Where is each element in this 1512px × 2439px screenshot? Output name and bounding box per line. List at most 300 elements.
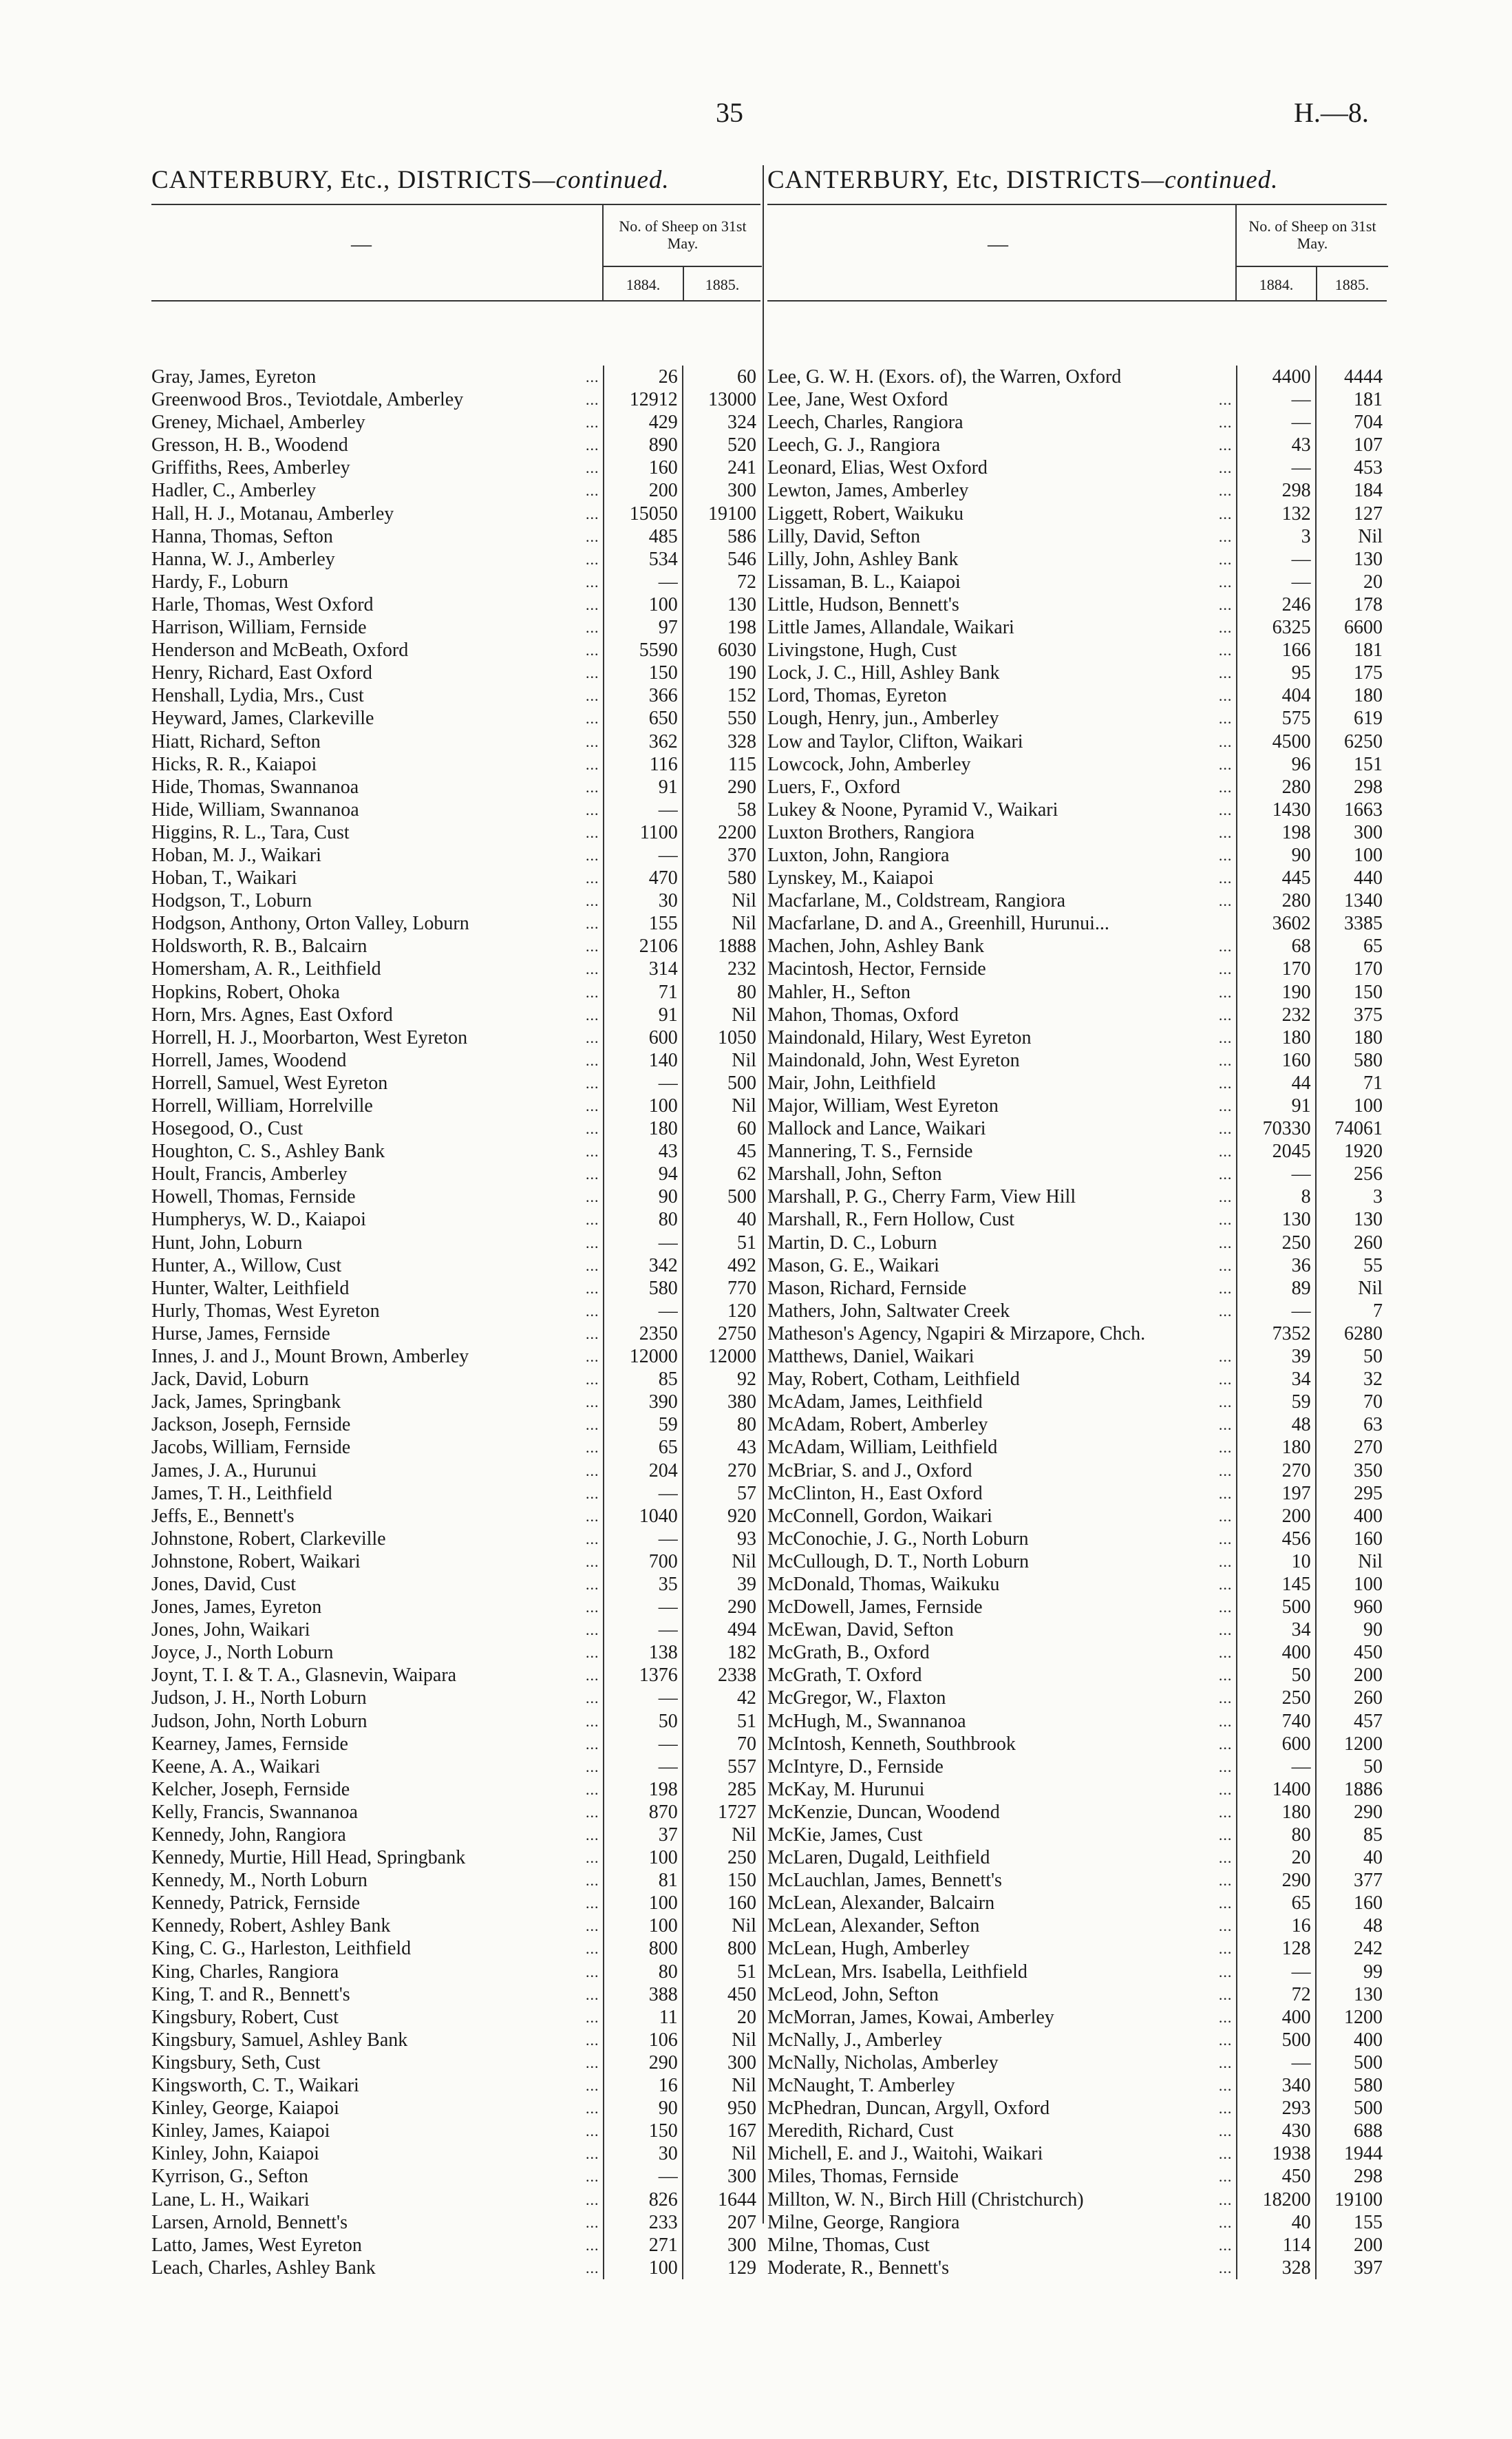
table-row [151,1277,760,1300]
leader-dots: ... [585,1667,599,1685]
leader-dots: ... [1218,1552,1233,1570]
sheep-count-1885: 13000 [682,388,760,411]
farmer-name: Gresson, H. B., Woodend [151,434,348,456]
farmer-name: Larsen, Arnold, Bennett's [151,2211,348,2233]
farmer-name: Machen, John, Ashley Bank [767,936,984,958]
leader-dots: ... [585,482,599,500]
leader-dots: ... [585,1051,599,1069]
sheep-count-1885: 3 [1315,1185,1387,1208]
sheep-count-1885: 51 [682,1232,760,1254]
leader-dots [1205,1322,1237,1345]
table-row [151,730,760,753]
sheep-count-1885: 80 [682,981,760,1004]
farmer-name: King, C. G., Harleston, Leithfield [151,1938,412,1960]
sheep-count-1884: 600 [1236,1733,1314,1755]
farmer-name: Jones, James, Eyreton [151,1596,322,1618]
farmer-name: Jones, John, Waikari [151,1619,310,1641]
sheep-count-1885: 100 [1315,1095,1387,1117]
sheep-count-1884: 1100 [603,821,681,844]
sheep-count-1884: 150 [603,2120,681,2142]
sheep-count-1884: — [603,571,681,593]
farmer-name: Griffiths, Rees, Amberley [151,457,350,479]
sheep-count-1885: Nil [682,889,760,912]
farmer-name: Macintosh, Hector, Fernside [767,958,986,980]
leader-dots: ... [1218,1803,1233,1821]
farmer-name: McIntyre, D., Fernside [767,1755,944,1777]
leader-dots: ... [1218,1439,1233,1457]
leader-dots: ... [1218,1461,1233,1479]
sheep-count-1884: 198 [603,1778,681,1801]
leader-dots: ... [1218,892,1233,910]
farmer-name: McConnell, Gordon, Waikari [767,1505,992,1527]
farmer-name: Leech, G. J., Rangiora [767,434,941,456]
sheep-count-1884: 1040 [603,1505,681,1528]
sheep-count-1884: 314 [603,958,681,980]
table-row [767,1345,1387,1368]
farmer-name: McKie, James, Cust [767,1824,923,1846]
table-row [767,1573,1387,1596]
farmer-name: Lynskey, M., Kaiapoi [767,867,934,889]
farmer-name: Holdsworth, R. B., Balcairn [151,936,368,958]
leader-dots: ... [585,1279,599,1297]
sheep-count-1885: 175 [1315,662,1387,684]
sheep-count-1884: 430 [1236,2120,1314,2142]
leader-dots: ... [1218,391,1233,409]
table-row [767,1277,1387,1300]
leader-dots: ... [1218,1849,1233,1867]
sheep-count-1884: 85 [603,1368,681,1391]
sheep-count-1884: — [603,1072,681,1095]
sheep-count-1884: 81 [603,1869,681,1892]
table-row [767,1961,1387,1983]
table-row [151,707,760,730]
table-row [151,958,760,980]
sheep-count-1885: Nil [682,2142,760,2165]
sheep-count-1884: — [603,1300,681,1322]
farmer-name: Hiatt, Richard, Sefton [151,730,321,752]
leader-dots: ... [1218,505,1233,522]
table-row [767,1687,1387,1709]
farmer-name: Kinley, George, Kaiapoi [151,2098,339,2120]
leader-dots: ... [585,1598,599,1616]
sheep-count-1884: 280 [1236,776,1314,799]
leader-dots: ... [1218,664,1233,682]
farmer-name: Homersham, A. R., Leithfield [151,958,381,980]
farmer-name: Hunt, John, Loburn [151,1232,303,1254]
sheep-count-1885: 270 [682,1459,760,1482]
leader-dots: ... [585,436,599,454]
leader-dots: ... [1218,2053,1233,2071]
sheep-count-1884: 198 [1236,821,1314,844]
leader-dots: ... [585,1849,599,1867]
sheep-count-1884: 271 [603,2234,681,2257]
table-row [767,2142,1387,2165]
farmer-name: Miles, Thomas, Fernside [767,2166,959,2188]
table-row [767,456,1387,479]
sheep-count-1884: 89 [1236,1277,1314,1300]
table-row [151,1596,760,1618]
sheep-count-1884: 114 [1236,2234,1314,2257]
table-row [151,1983,760,2006]
sheep-count-1884: 870 [603,1801,681,1824]
farmer-name: Jack, David, Loburn [151,1369,309,1391]
sheep-count-1884: 100 [603,593,681,616]
farmer-name: Luxton, John, Rangiora [767,844,950,866]
sheep-count-1884: 390 [603,1391,681,1413]
sheep-count-1885: 6600 [1315,616,1387,639]
sheep-count-1884: 362 [603,730,681,753]
sheep-count-1884: 290 [1236,1869,1314,1892]
sheep-count-1885: 7 [1315,1300,1387,1322]
table-row [151,2097,760,2120]
farmer-name: Horrell, James, Woodend [151,1049,347,1071]
table-row [767,776,1387,799]
table-row [151,1254,760,1277]
sheep-count-1885: 51 [682,1710,760,1733]
farmer-name: Michell, E. and J., Waitohi, Waikari [767,2143,1043,2165]
table-row [151,2188,760,2211]
farmer-name: Mahler, H., Sefton [767,981,911,1003]
leader-dots: ... [585,1985,599,2003]
farmer-name: Livingstone, Hugh, Cust [767,640,957,662]
sheep-count-1885: 300 [682,2165,760,2188]
leader-dots: ... [585,1371,599,1389]
sheep-count-1884: 138 [603,1641,681,1664]
sheep-count-1885: 160 [1315,1528,1387,1550]
sheep-count-1884: 290 [603,2051,681,2074]
table-row [151,1733,760,1755]
leader-dots: ... [585,1348,599,1366]
table-row [151,1095,760,1117]
table-row [767,2006,1387,2029]
leader-dots: ... [1218,732,1233,750]
sheep-count-1884: 400 [1236,1641,1314,1664]
sheep-count-1885: 450 [682,1983,760,2006]
farmer-name: Lord, Thomas, Eyreton [767,685,947,707]
sheep-count-1885: 181 [1315,639,1387,662]
sheep-count-1885: 55 [1315,1254,1387,1277]
farmer-name: Heyward, James, Clarkeville [151,708,374,730]
farmer-name: Hoban, T., Waikari [151,867,297,889]
left-column-title [151,165,760,204]
farmer-name: Milne, Thomas, Cust [767,2234,930,2256]
farmer-name: McGrath, B., Oxford [767,1642,930,1664]
sheep-count-1885: Nil [1315,525,1387,548]
sheep-count-1885: 1888 [682,935,760,958]
sheep-count-1885: 70 [1315,1391,1387,1413]
table-row [151,2142,760,2165]
leader-dots: ... [585,414,599,432]
sheep-count-1884: — [1236,1163,1314,1185]
leader-dots: ... [585,550,599,568]
leader-dots: ... [1218,1234,1233,1252]
sheep-count-1884: — [1236,1961,1314,1983]
leader-dots: ... [1218,1143,1233,1161]
leader-dots: ... [585,1120,599,1138]
leader-dots: ... [585,1803,599,1821]
leader-dots: ... [1218,1097,1233,1115]
farmer-name: McAdam, James, Leithfield [767,1391,983,1413]
sheep-count-1884: 180 [1236,1801,1314,1824]
table-row [767,1436,1387,1459]
table-row [767,2188,1387,2211]
sheep-count-1884: — [603,1596,681,1618]
sheep-count-1885: 960 [1315,1596,1387,1618]
sheep-count-1884: 450 [1236,2165,1314,2188]
table-row [151,935,760,958]
leader-dots: ... [1218,1006,1233,1024]
sheep-count-1884: — [603,844,681,867]
sheep-count-1884: 150 [603,662,681,684]
sheep-count-1884: 155 [603,912,681,935]
farmer-name: Macfarlane, M., Coldstream, Rangiora [767,890,1066,912]
sheep-count-1885: 290 [682,1596,760,1618]
farmer-name: Higgins, R. L., Tara, Cust [151,821,350,843]
leader-dots: ... [585,1028,599,1046]
leader-dots: ... [585,2213,599,2231]
right-title-suffix: —continued. [1141,166,1279,194]
sheep-count-1884: 11 [603,2006,681,2029]
sheep-count-1884: 95 [1236,662,1314,684]
sheep-count-1884: 250 [1236,1232,1314,1254]
leader-dots: ... [1218,1530,1233,1548]
leader-dots: ... [1218,1735,1233,1753]
table-row [151,1482,760,1505]
sheep-count-1885: 90 [1315,1618,1387,1641]
table-row [151,1459,760,1482]
table-row [767,1710,1387,1733]
sheep-count-1885: 1663 [1315,799,1387,821]
sheep-count-1884: 90 [603,1185,681,1208]
sheep-count-1884: 43 [1236,434,1314,456]
sheep-count-1884: 26 [603,366,681,388]
sheep-count-1884: 90 [1236,844,1314,867]
right-group-caption: No. of Sheep on 31st May. [1248,218,1376,252]
farmer-name: Milne, George, Rangiora [767,2211,960,2233]
leader-dots: ... [585,1097,599,1115]
table-row [151,684,760,707]
sheep-count-1885: 300 [682,2051,760,2074]
table-row [767,958,1387,980]
farmer-name: McLean, Mrs. Isabella, Leithfield [767,1961,1027,1983]
farmer-name: McAdam, William, Leithfield [767,1437,998,1459]
leader-dots: ... [1218,1917,1233,1935]
right-year-1884: 1884. [1259,276,1294,293]
leader-dots: ... [1218,1302,1233,1320]
farmer-name: Latto, James, West Eyreton [151,2234,362,2256]
farmer-name: McLaren, Dugald, Leithfield [767,1847,990,1869]
farmer-name: McLean, Hugh, Amberley [767,1938,970,1960]
sheep-count-1884: 50 [603,1710,681,1733]
farmer-name: Leech, Charles, Rangiora [767,412,963,434]
table-row [767,1208,1387,1231]
sheep-count-1885: 182 [682,1641,760,1664]
leader-dots: ... [585,1416,599,1434]
sheep-count-1885: 400 [1315,1505,1387,1528]
farmer-name: Lukey & Noone, Pyramid V., Waikari [767,799,1058,821]
table-row [767,616,1387,639]
table-row [151,1914,760,1937]
table-row [151,1049,760,1072]
table-row [767,366,1387,388]
sheep-count-1885: 270 [1315,1436,1387,1459]
farmer-name: Macfarlane, D. and A., Greenhill, Hurunui... [767,913,1109,935]
leader-dots: ... [585,391,599,409]
left-table-body [151,366,760,2279]
sheep-count-1885: 160 [682,1892,760,1914]
table-row [151,388,760,411]
farmer-name: Lane, L. H., Waikari [151,2188,310,2210]
table-row [767,1482,1387,1505]
farmer-name: McIntosh, Kenneth, Southbrook [767,1733,1016,1755]
sheep-count-1885: 107 [1315,434,1387,456]
leader-dots: ... [585,1552,599,1570]
sheep-count-1885: 80 [682,1413,760,1436]
farmer-name: Low and Taylor, Clifton, Waikari [767,730,1023,752]
sheep-count-1884: 34 [1236,1618,1314,1641]
leader-dots: ... [585,1917,599,1935]
sheep-count-1885: 115 [682,753,760,776]
farmer-name: Lewton, James, Amberley [767,480,969,502]
farmer-name: Gray, James, Eyreton [151,366,317,388]
table-row [767,2165,1387,2188]
leader-dots: ... [585,1302,599,1320]
sheep-count-1885: 198 [682,616,760,639]
left-year-1885: 1885. [705,276,740,293]
sheep-count-1884: 246 [1236,593,1314,616]
leader-dots: ... [1218,1757,1233,1775]
farmer-name: Lock, J. C., Hill, Ashley Bank [767,662,1000,684]
sheep-count-1885: 160 [1315,1892,1387,1914]
table-row [151,593,760,616]
leader-dots: ... [1218,846,1233,864]
leader-dots: ... [585,687,599,705]
farmer-name: Joynt, T. I. & T. A., Glasnevin, Waipara [151,1665,457,1687]
farmer-name: McConochie, J. G., North Loburn [767,1528,1029,1550]
sheep-count-1885: 50 [1315,1345,1387,1368]
sheep-count-1885: 130 [1315,1208,1387,1231]
sheep-count-1885: 180 [1315,1026,1387,1049]
sheep-count-1884: 36 [1236,1254,1314,1277]
farmer-name: Lilly, David, Sefton [767,525,921,547]
sheep-count-1885: 130 [1315,548,1387,571]
farmer-name: Kennedy, Patrick, Fernside [151,1892,360,1914]
farmer-name: Keene, A. A., Waikari [151,1755,321,1777]
leader-dots: ... [1218,1211,1233,1229]
table-row [767,753,1387,776]
farmer-name: Luers, F., Oxford [767,776,900,798]
sheep-count-1884: 35 [603,1573,681,1596]
sheep-count-1885: 190 [682,662,760,684]
table-row [767,1664,1387,1687]
farmer-name: Martin, D. C., Loburn [767,1232,937,1254]
leader-dots: ... [1218,687,1233,705]
table-row [767,1528,1387,1550]
farmer-name: Jackson, Joseph, Fernside [151,1414,351,1436]
sheep-count-1884: — [1236,571,1314,593]
sheep-count-1884: 700 [603,1550,681,1573]
sheep-count-1884: 1938 [1236,2142,1314,2165]
leader-dots: ... [1218,1188,1233,1206]
table-row [767,1641,1387,1664]
farmer-name: Hicks, R. R., Kaiapoi [151,753,317,775]
leader-dots: ... [1218,1667,1233,1685]
leader-dots: ... [1218,755,1233,773]
table-row [151,2074,760,2097]
table-row [151,1322,760,1345]
table-row [151,1618,760,1641]
farmer-name: Marshall, John, Sefton [767,1163,942,1185]
table-row [151,479,760,502]
sheep-count-1884: 400 [1236,2006,1314,2029]
farmer-name: Kingsbury, Seth, Cust [151,2051,321,2073]
sheep-count-1884: 43 [603,1140,681,1163]
farmer-name: Little James, Allandale, Waikari [767,617,1014,639]
leader-dots: ... [1218,573,1233,591]
sheep-count-1884: 71 [603,981,681,1004]
leader-dots: ... [585,1324,599,1342]
right-table-body [767,366,1387,2279]
table-row [767,2097,1387,2120]
sheep-count-1885: 129 [682,2257,760,2279]
sheep-count-1884: 59 [603,1413,681,1436]
sheep-count-1884: 65 [603,1436,681,1459]
farmer-name: Hide, Thomas, Swannanoa [151,776,359,798]
table-row [151,1801,760,1824]
sheep-count-1884: 1376 [603,1664,681,1687]
sheep-count-1885: 285 [682,1778,760,1801]
farmer-name: Marshall, P. G., Cherry Farm, View Hill [767,1186,1076,1208]
sheep-count-1885: 1886 [1315,1778,1387,1801]
table-row [151,571,760,593]
farmer-name: McKenzie, Duncan, Woodend [767,1801,1000,1823]
leader-dots: ... [585,1211,599,1229]
sheep-count-1885: 260 [1315,1687,1387,1709]
table-row [767,684,1387,707]
leader-dots: ... [1218,938,1233,955]
sheep-count-1885: 546 [682,548,760,571]
farmer-name: Kyrrison, G., Sefton [151,2166,308,2188]
table-row [767,2234,1387,2257]
left-sheep-count-header [602,205,762,300]
sheep-count-1884: 388 [603,1983,681,2006]
farmer-name: Humpherys, W. D., Kaiapoi [151,1209,366,1231]
sheep-count-1885: Nil [682,1824,760,1846]
leader-dots: ... [1218,1165,1233,1183]
sheep-count-1885: 207 [682,2211,760,2234]
leader-dots: ... [585,1530,599,1548]
farmer-name: Hurse, James, Fernside [151,1322,330,1344]
table-row [151,662,760,684]
sheep-count-1884: 68 [1236,935,1314,958]
table-row [151,2257,760,2279]
sheep-count-1885: 1644 [682,2188,760,2211]
table-row [767,1413,1387,1436]
table-row [151,1117,760,1140]
leader-dots: ... [1218,2122,1233,2140]
table-row [767,571,1387,593]
leader-dots: ... [585,1689,599,1707]
leader-dots: ... [585,755,599,773]
sheep-count-1885: 60 [682,1117,760,1140]
farmer-name: McGrath, T. Oxford [767,1665,922,1687]
leader-dots: ... [585,1894,599,1912]
leader-dots: ... [585,1234,599,1252]
sheep-count-1884: 470 [603,867,681,889]
sheep-count-1884: 128 [1236,1937,1314,1960]
table-row [151,1004,760,1026]
sheep-count-1884: 2350 [603,1322,681,1345]
